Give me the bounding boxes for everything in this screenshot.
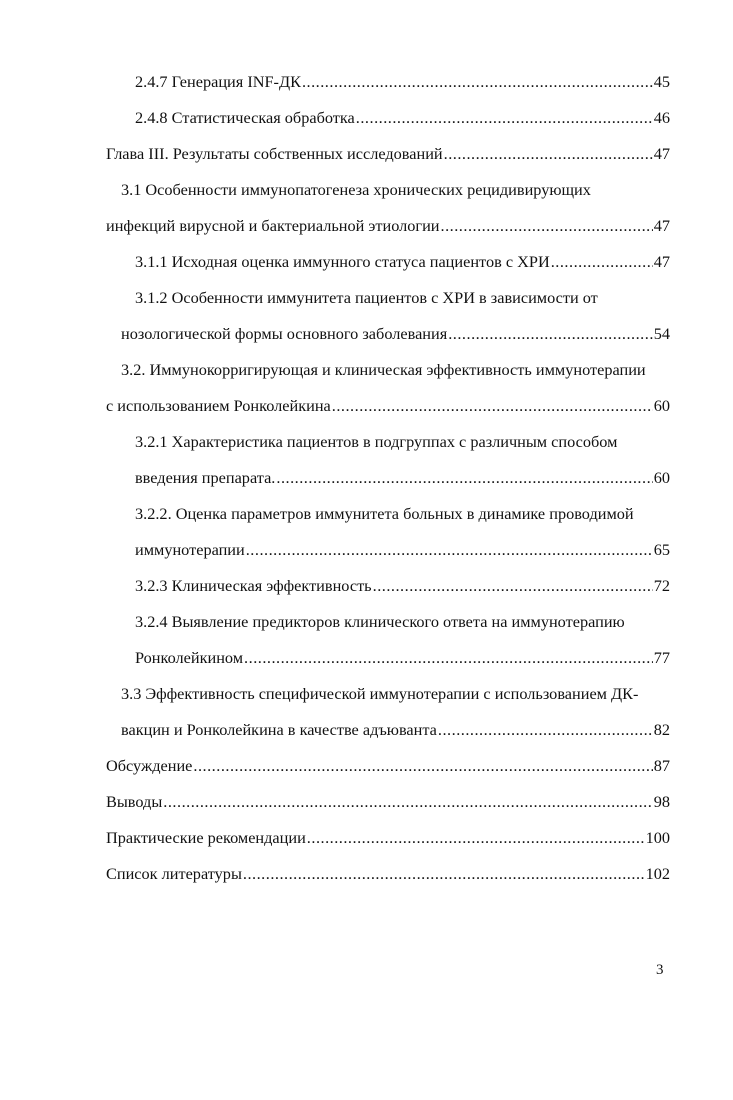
toc-entry-title: инфекций вирусной и бактериальной этиологии bbox=[106, 216, 440, 235]
dot-leader bbox=[551, 244, 653, 280]
toc-entry bbox=[106, 532, 670, 568]
toc-entry-continued bbox=[106, 352, 670, 388]
toc-entry-title: Список литературы bbox=[106, 864, 242, 883]
toc-entry-continued bbox=[106, 424, 670, 460]
toc-entry-page: 47 bbox=[653, 216, 670, 235]
toc-entry-continued bbox=[106, 280, 670, 316]
dot-leader bbox=[448, 316, 653, 352]
toc-entry bbox=[106, 748, 670, 784]
toc-entry bbox=[106, 856, 670, 892]
toc-entry-title: 3.2.3 Клиническая эффективность bbox=[135, 576, 372, 595]
toc-entry-page: 60 bbox=[653, 468, 670, 487]
toc-entry-page: 77 bbox=[653, 648, 670, 667]
dot-leader bbox=[441, 208, 653, 244]
toc-entry-page: 47 bbox=[653, 144, 670, 163]
toc-entry-title: 3.2.4 Выявление предикторов клинического ответа на иммунотерапию bbox=[135, 612, 625, 631]
toc-entry-title: 3.1.1 Исходная оценка иммунного статуса пациентов с ХРИ bbox=[135, 252, 550, 271]
toc-entry-title: нозологической формы основного заболевания bbox=[121, 324, 448, 343]
toc-entry-title: иммунотерапии bbox=[135, 540, 245, 559]
toc-entry-page: 54 bbox=[653, 324, 670, 343]
toc-entry bbox=[106, 64, 670, 100]
toc-entry-title: Ронколейкином bbox=[135, 648, 244, 667]
toc-entry-title: с использованием Ронколейкина bbox=[106, 396, 331, 415]
toc-entry-title: Выводы bbox=[106, 792, 163, 811]
dot-leader bbox=[332, 388, 653, 424]
toc-entry-page: 46 bbox=[653, 108, 670, 127]
toc-entry-title: 3.1 Особенности иммунопатогенеза хронических рецидивирующих bbox=[121, 180, 591, 199]
toc-entry-continued bbox=[106, 172, 670, 208]
dot-leader bbox=[438, 712, 653, 748]
dot-leader bbox=[163, 784, 652, 820]
dot-leader bbox=[356, 100, 653, 136]
toc-entry-title: 3.1.2 Особенности иммунитета пациентов с ХРИ в зависимости от bbox=[135, 288, 598, 307]
table-of-contents bbox=[106, 64, 670, 892]
dot-leader bbox=[307, 820, 645, 856]
toc-entry-page: 47 bbox=[653, 252, 670, 271]
toc-entry bbox=[106, 460, 670, 496]
toc-entry-continued bbox=[106, 496, 670, 532]
dot-leader bbox=[276, 460, 652, 496]
toc-entry-page: 100 bbox=[645, 828, 670, 847]
dot-leader bbox=[244, 640, 653, 676]
toc-entry-title: 2.4.8 Статистическая обработка bbox=[135, 108, 355, 127]
page-number: 3 bbox=[656, 962, 664, 978]
toc-entry-title: 2.4.7 Генерация INF-ДК bbox=[135, 72, 301, 91]
toc-entry-title: вакцин и Ронколейкина в качестве адъюванта bbox=[121, 720, 437, 739]
toc-entry-title: 3.2.2. Оценка параметров иммунитета больных в динамике проводимой bbox=[135, 504, 634, 523]
toc-entry bbox=[106, 568, 670, 604]
dot-leader bbox=[302, 64, 653, 100]
toc-entry-continued bbox=[106, 604, 670, 640]
toc-entry-title: Обсуждение bbox=[106, 756, 193, 775]
toc-entry-page: 45 bbox=[653, 72, 670, 91]
toc-entry-title: Глава III. Результаты собственных исследований bbox=[106, 144, 443, 163]
dot-leader bbox=[243, 856, 645, 892]
dot-leader bbox=[373, 568, 653, 604]
toc-entry-title: 3.3 Эффективность специфической иммунотерапии с использованием ДК- bbox=[121, 684, 639, 703]
toc-entry-page: 60 bbox=[653, 396, 670, 415]
toc-entry-page: 72 bbox=[653, 576, 670, 595]
dot-leader bbox=[444, 136, 653, 172]
toc-entry bbox=[106, 784, 670, 820]
toc-entry-title: Практические рекомендации bbox=[106, 828, 306, 847]
toc-entry bbox=[106, 388, 670, 424]
toc-entry bbox=[106, 244, 670, 280]
toc-entry bbox=[106, 640, 670, 676]
toc-entry-page: 87 bbox=[653, 756, 670, 775]
toc-entry bbox=[106, 100, 670, 136]
toc-entry-page: 82 bbox=[653, 720, 670, 739]
toc-entry-title: введения препарата. bbox=[135, 468, 276, 487]
toc-entry-page: 102 bbox=[645, 864, 670, 883]
toc-entry bbox=[106, 316, 670, 352]
toc-entry-title: 3.2.1 Характеристика пациентов в подгруппах с различным способом bbox=[135, 432, 618, 451]
dot-leader bbox=[246, 532, 653, 568]
toc-entry bbox=[106, 712, 670, 748]
toc-entry bbox=[106, 136, 670, 172]
dot-leader bbox=[193, 748, 652, 784]
toc-entry-page: 65 bbox=[653, 540, 670, 559]
toc-entry bbox=[106, 208, 670, 244]
toc-entry-continued bbox=[106, 676, 670, 712]
toc-entry-page: 98 bbox=[653, 792, 670, 811]
toc-entry-title: 3.2. Иммунокорригирующая и клиническая эффективность иммунотерапии bbox=[121, 360, 646, 379]
toc-entry bbox=[106, 820, 670, 856]
